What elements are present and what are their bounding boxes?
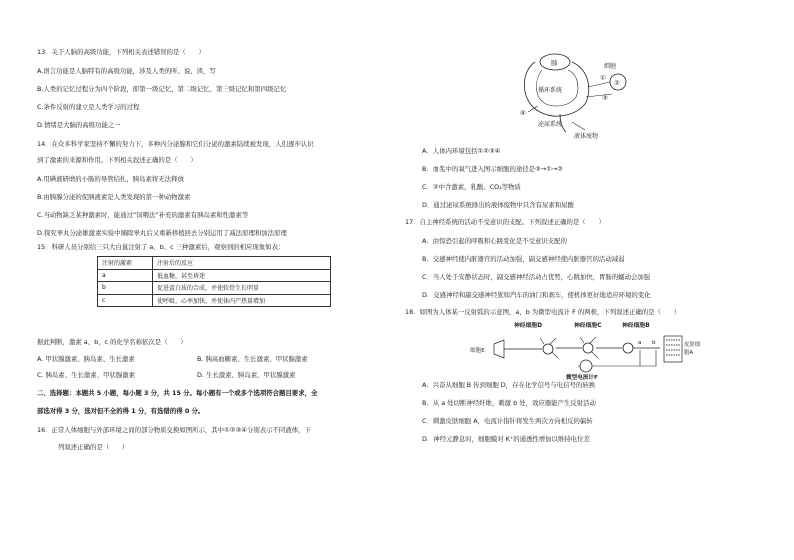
marker-1: ① [600,74,606,82]
q15-prompt: 据此判断，激素 a、b、c 的化学名称依次是（ ） [37,338,187,346]
neuron-b-body [623,343,633,353]
q17-option-a: A．由惊恐引起的呼吸和心跳变化是不受意识支配的 [422,237,567,245]
circulatory-system-label: 循环系统 [538,87,563,94]
neuron-c-label: 神经细胞C [574,323,602,329]
q14-option-c: C.当动物缺乏某种激素时，能通过“饲喂法”补充的激素有胰岛素和性激素等 [37,211,249,219]
q17-option-d: D．交感神经和副交感神经犹如汽车的油门和刹车，使机体更好地适应环境的变化 [422,291,651,299]
skin-cell-a-label-line1: 皮肤细 [684,342,700,348]
marker-4: ④ [520,109,526,117]
q14-option-b: B.由胰腺分泌的促胰液素是人类发现的第一种动物激素 [37,193,191,201]
table-cell: b [98,282,153,295]
table-row [98,269,331,282]
q14-stem-line2: 到了激素的来源和作用。下列相关叙述正确的是（ ） [37,156,197,164]
q18-option-c: C．刺激皮肤细胞 A，电流计指针将发生两次方向相反的偏转 [422,417,593,425]
q16-option-a: A．人体内环境包括①②③④ [422,147,501,155]
skin-cell-a-texture [666,340,680,355]
neuron-d-body [543,344,553,354]
pole-a-label: a [638,340,642,346]
q15-option-c: C. 胰岛素、生长激素、甲状腺激素 [37,371,135,379]
q18-reflex-arc-diagram [470,318,700,380]
cell-e-label: 细胞E [470,348,485,354]
q16-stem-line2: 列叙述正确的是（ ） [58,443,129,451]
q16-diagram [500,42,650,142]
table-header-cell: 注射的激素 [98,257,153,270]
q13-stem: 13．关于人脑的高级功能，下列相关表述错误的是（ ） [37,48,205,56]
q15-option-d: D. 生长激素、胰岛素、甲状腺激素 [197,371,296,379]
table-cell: 低血糖，甚至昏迷 [153,269,331,282]
neuron-d-label: 神经细胞D [514,323,542,329]
marker-3: ③ [602,94,608,102]
ammeter-label: 微型电流计F [566,375,598,380]
q13-option-c: C.条件反射的建立是人类学习的过程 [37,103,140,111]
q15-option-a: A. 甲状腺激素、胰岛素、生长激素 [37,355,135,363]
q17-stem: 17．自主神经系统的活动不受意识的支配。下列叙述正确的是（ ） [405,218,605,226]
cell-label: 细胞 [604,63,617,70]
q15-stem: 15．科研人员分别给三只大白鼠注射了 a、b、c 三种激素后，观察到的相应现象如表： [37,243,285,251]
neuron-c-body [583,343,593,353]
table-header-row [98,257,331,270]
skin-cell-a-label-line2: 胞A [684,350,694,356]
q17-option-c: C．当人处于安静状态时，副交感神经活动占优势，心跳加快，胃肠的蠕动会加强 [422,273,651,281]
section2-heading-line1: 二、选择题：本题共 5 小题，每小题 3 分，共 15 分。每小题有一个或多个选项符合题目要求，全 [37,389,318,397]
q13-option-a: A.语言功能是人脑特有的高级功能，涉及人类的听、说、读、写 [37,67,216,75]
q13-option-b: B.人类的记忆过程分为四个阶段，即第一级记忆、第二级记忆、第三级记忆和第四级记忆 [37,85,287,93]
hormone-table [97,256,331,307]
table-row [98,282,331,295]
lung-label: 肺 [551,59,558,67]
table-cell: c [98,294,153,307]
q16-option-b: B．血浆中的氧气进入图示细胞的途径是③→①→② [422,165,563,173]
q14-option-a: A.用碘液研磨的小肠的导管结扎，胰岛素将无法释放 [37,175,184,183]
q18-option-a: A．兴奋从细胞 B 传到细胞 D，存在化学信号与电信号的转换 [422,381,596,389]
q15-option-b: B. 胰高血糖素、生长激素、甲状腺激素 [197,355,308,363]
q16-option-c: C．②中含激素、乳酸、CO₂等物质 [422,183,521,191]
cell-e-shape [494,340,504,358]
q13-option-d: D.情绪是大脑的高级功能之一 [37,121,121,129]
connector [586,82,612,97]
marker-2: ② [614,79,620,87]
table-row [98,294,331,307]
q16-stem-line1: 16．正常人体细胞与外部环境之间的部分物质交换如图所示，其中①②③④分别表示不同液体，下 [37,426,311,434]
section2-heading-line2: 部选对得 3 分，选对但不全的得 1 分，有选错的得 0 分。 [37,407,205,415]
q14-stem-line1: 14．在众多科学家坚持不懈的努力下，多种内分泌腺和它们分泌的激素陆续被发现，人们逐步认识 [37,140,314,148]
q18-option-d: D．神经元静息时，细胞膜对 K⁺的通透性增加以维持电位差 [422,435,590,443]
ammeter-dial [580,360,592,372]
table-header-cell: 注射后的反应 [153,257,331,270]
q18-stem: 18．如图为人体某一反射弧的示意图，a、b 为微型电流计 F 的两极，下列叙述正确的是（ ） [405,308,681,316]
neuron-b-label: 神经细胞B [622,323,650,329]
urinary-system-label: 泌尿系统 [538,121,563,128]
table-cell: a [98,269,153,282]
table-cell: 促进蛋白质的合成，并使软骨生长明显 [153,282,331,295]
table-cell: 使呼吸、心率加快，并使体内产热量增加 [153,294,331,307]
connector [572,122,585,130]
q16-option-d: D．通过泌尿系统排出的液体废物中只含有尿素和尿酸 [422,201,574,209]
liquid-waste-label: 液体废物 [574,133,599,140]
pole-b-label: b [652,340,656,346]
q18-option-b: B．从 a 处切断神经纤维，刺激 b 处，效应器能产生反射活动 [422,399,596,407]
q14-option-d: D.探究睾丸分泌雄激素实验中摘除睾丸后又重新移植回去分别运用了减法原理和加法原理 [37,229,287,237]
q17-option-b: B．交感神经使内脏器官的活动加强，副交感神经使内脏器官的活动减弱 [422,255,625,263]
